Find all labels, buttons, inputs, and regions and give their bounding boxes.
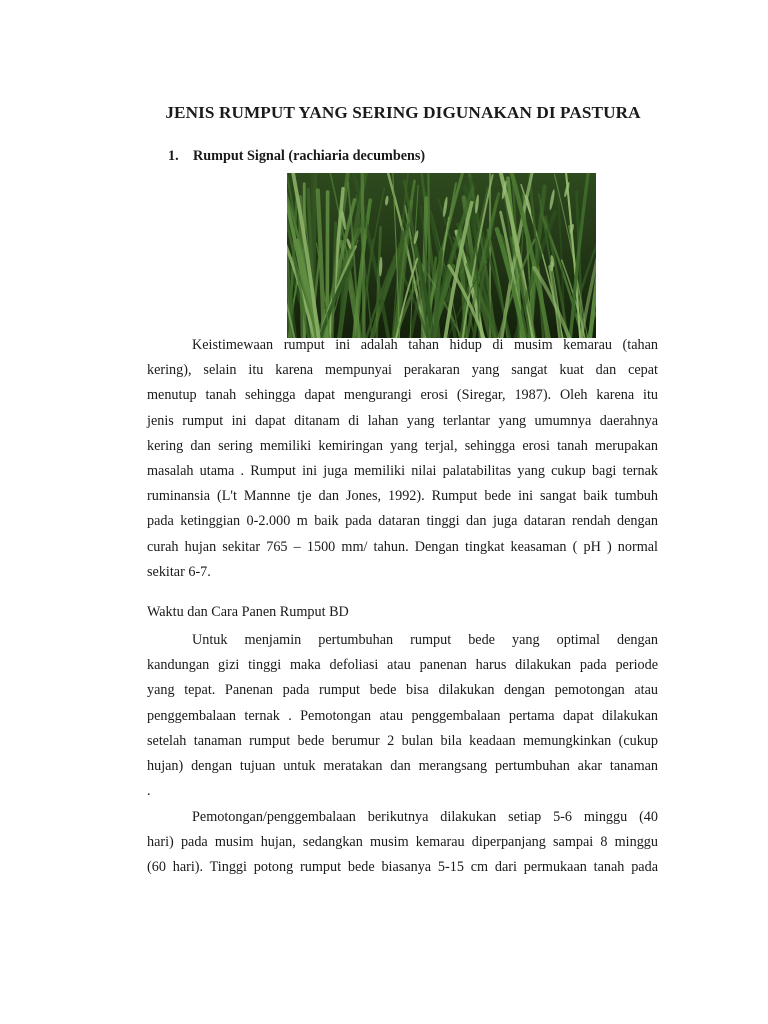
paragraph-keistimewaan [147, 333, 658, 585]
section-number: 1. [168, 148, 179, 164]
text-line: penggembalaan ternak . Pemotongan atau penggembalaan pertama dapat dilakukan [147, 707, 658, 724]
text-line: Untuk menjamin pertumbuhan rumput bede yang optimal dengan [192, 632, 658, 648]
paragraph-pemotongan [147, 805, 658, 881]
text-line: curah hujan sekitar 765 – 1500 mm/ tahun. Dengan tingkat keasaman ( pH ) normal [147, 538, 658, 555]
text-line: menutup tanah sehingga dapat mengurangi erosi (Siregar, 1987). Oleh karena itu [147, 387, 658, 404]
text-line: sekitar 6-7. [147, 563, 211, 580]
subheading-waktu-panen: Waktu dan Cara Panen Rumput BD [147, 604, 349, 620]
text-line: kandungan gizi tinggi maka defoliasi atau panenan harus dilakukan pada periode [147, 657, 658, 674]
text-line: Keistimewaan rumput ini adalah tahan hidup di musim kemarau (tahan [192, 337, 658, 353]
paragraph-untuk-menjamin [147, 628, 658, 804]
text-line: ruminansia (L't Mannne tje dan Jones, 1992). Rumput bede ini sangat baik tumbuh [147, 488, 658, 505]
text-line: Pemotongan/penggembalaan berikutnya dilakukan setiap 5-6 minggu (40 [192, 809, 658, 825]
text-line: kering), selain itu karena mempunyai perakaran yang sangat kuat dan cepat [147, 362, 658, 379]
text-line: yang tepat. Panenan pada rumput bede bisa dilakukan dengan pemotongan atau [147, 682, 658, 699]
grass-illustration [287, 173, 596, 338]
section-heading [168, 148, 425, 165]
grass-photo [287, 173, 596, 338]
text-line: (60 hari). Tinggi potong rumput bede biasanya 5-15 cm dari permukaan tanah pada [147, 859, 658, 876]
text-line: pada ketinggian 0-2.000 m baik pada dataran tinggi dan juga dataran rendah dengan [147, 513, 658, 530]
text-line: . [147, 783, 151, 800]
text-line: setelah tanaman rumput bede berumur 2 bulan bila keadaan memungkinkan (cukup [147, 732, 658, 749]
text-line: jenis rumput ini dapat ditanam di lahan yang terlantar yang umumnya daerahnya [147, 412, 658, 429]
section-heading-text: Rumput Signal (rachiaria decumbens) [193, 148, 426, 164]
text-line: masalah utama . Rumput ini juga memiliki nilai palatabilitas yang cukup bagi ternak [147, 462, 658, 479]
document-title: JENIS RUMPUT YANG SERING DIGUNAKAN DI PASTURA [165, 103, 641, 122]
text-line: hujan) dengan tujuan untuk meratakan dan merangsang pertumbuhan akar tanaman [147, 757, 658, 774]
text-line: kering dan sering memiliki kemiringan yang terjal, sehingga erosi tanah merupakan [147, 437, 658, 454]
text-line: hari) pada musim hujan, sedangkan musim kemarau diperpanjang sampai 8 minggu [147, 834, 658, 851]
